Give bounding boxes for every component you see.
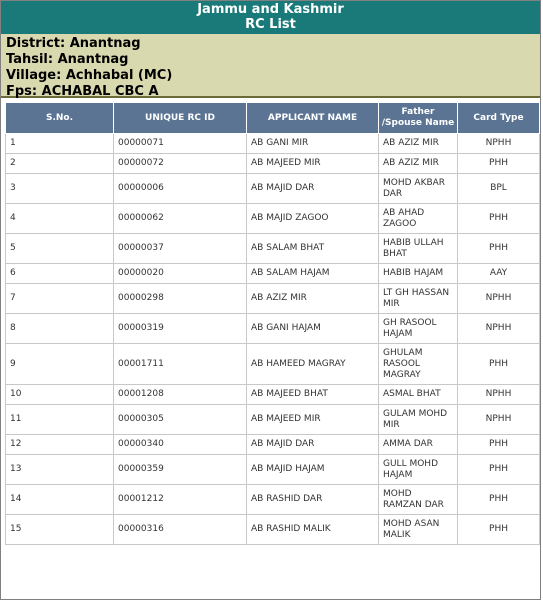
rc-id-cell: 00000305 <box>114 405 247 435</box>
sno-cell: 7 <box>6 284 114 314</box>
father-name-cell: GULL MOHD HAJAM <box>379 455 458 485</box>
sno-cell: 1 <box>6 134 114 154</box>
rc-id-cell: 00001212 <box>114 485 247 515</box>
father-name-cell: HABIB ULLAH BHAT <box>379 234 458 264</box>
father-name-cell: AB AZIZ MIR <box>379 154 458 174</box>
card-type-cell: PHH <box>458 204 540 234</box>
card-type-cell: NPHH <box>458 314 540 344</box>
father-name-cell: MOHD ASAN MALIK <box>379 515 458 545</box>
applicant-name-cell: AB MAJEED BHAT <box>247 385 379 405</box>
rc-id-cell: 00000020 <box>114 264 247 284</box>
rc-table-container <box>5 102 539 545</box>
applicant-name-cell: AB MAJID DAR <box>247 174 379 204</box>
card-type-cell: PHH <box>458 455 540 485</box>
table-row <box>6 405 540 435</box>
table-row <box>6 174 540 204</box>
card-type-cell: BPL <box>458 174 540 204</box>
sno-cell: 9 <box>6 344 114 385</box>
sno-cell: 11 <box>6 405 114 435</box>
card-type-cell: PHH <box>458 234 540 264</box>
applicant-name-cell: AB MAJID ZAGOO <box>247 204 379 234</box>
rc-id-cell: 00000319 <box>114 314 247 344</box>
applicant-name-cell: AB GANI MIR <box>247 134 379 154</box>
rc-id-cell: 00000340 <box>114 435 247 455</box>
table-body <box>6 134 540 545</box>
father-name-cell: LT GH HASSAN MIR <box>379 284 458 314</box>
rc-id-cell: 00000037 <box>114 234 247 264</box>
sno-cell: 5 <box>6 234 114 264</box>
rc-id-cell: 00000316 <box>114 515 247 545</box>
father-name-cell: AB AHAD ZAGOO <box>379 204 458 234</box>
location-info <box>1 34 540 98</box>
rc-id-cell: 00000071 <box>114 134 247 154</box>
rc-table <box>5 102 540 545</box>
father-name-cell: GHULAM RASOOL MAGRAY <box>379 344 458 385</box>
father-name-cell: GH RASOOL HAJAM <box>379 314 458 344</box>
father-name-cell: AMMA DAR <box>379 435 458 455</box>
table-row <box>6 385 540 405</box>
applicant-name-cell: AB MAJEED MIR <box>247 154 379 174</box>
column-header-rc-id: UNIQUE RC ID <box>114 103 247 134</box>
rc-id-cell: 00000298 <box>114 284 247 314</box>
table-row <box>6 204 540 234</box>
table-row <box>6 284 540 314</box>
district-label: District: Anantnag <box>6 36 141 51</box>
table-row <box>6 485 540 515</box>
rc-id-cell: 00000006 <box>114 174 247 204</box>
father-name-cell: HABIB HAJAM <box>379 264 458 284</box>
sno-cell: 6 <box>6 264 114 284</box>
sno-cell: 4 <box>6 204 114 234</box>
column-header-father: Father /Spouse Name <box>379 103 458 134</box>
applicant-name-cell: AB MAJID DAR <box>247 435 379 455</box>
card-type-cell: PHH <box>458 435 540 455</box>
state-title: Jammu and Kashmir <box>197 2 344 17</box>
applicant-name-cell: AB GANI HAJAM <box>247 314 379 344</box>
column-header-card-type: Card Type <box>458 103 540 134</box>
applicant-name-cell: AB HAMEED MAGRAY <box>247 344 379 385</box>
fps-label: Fps: ACHABAL CBC A <box>6 84 159 99</box>
list-title: RC List <box>245 17 296 32</box>
sno-cell: 10 <box>6 385 114 405</box>
table-row <box>6 314 540 344</box>
card-type-cell: NPHH <box>458 385 540 405</box>
table-row <box>6 264 540 284</box>
card-type-cell: PHH <box>458 485 540 515</box>
sno-cell: 15 <box>6 515 114 545</box>
card-type-cell: PHH <box>458 154 540 174</box>
table-row <box>6 134 540 154</box>
village-label: Village: Achhabal (MC) <box>6 68 173 83</box>
column-header-sno: S.No. <box>6 103 114 134</box>
table-row <box>6 515 540 545</box>
card-type-cell: AAY <box>458 264 540 284</box>
table-row <box>6 435 540 455</box>
table-header-row <box>6 103 540 134</box>
rc-id-cell: 00000062 <box>114 204 247 234</box>
rc-id-cell: 00001208 <box>114 385 247 405</box>
applicant-name-cell: AB MAJID HAJAM <box>247 455 379 485</box>
applicant-name-cell: AB MAJEED MIR <box>247 405 379 435</box>
sno-cell: 14 <box>6 485 114 515</box>
rc-id-cell: 00000359 <box>114 455 247 485</box>
card-type-cell: NPHH <box>458 284 540 314</box>
father-name-cell: GULAM MOHD MIR <box>379 405 458 435</box>
card-type-cell: PHH <box>458 344 540 385</box>
card-type-cell: NPHH <box>458 405 540 435</box>
sno-cell: 3 <box>6 174 114 204</box>
applicant-name-cell: AB RASHID MALIK <box>247 515 379 545</box>
tahsil-label: Tahsil: Anantnag <box>6 52 129 67</box>
card-type-cell: PHH <box>458 515 540 545</box>
sno-cell: 8 <box>6 314 114 344</box>
table-row <box>6 234 540 264</box>
table-row <box>6 455 540 485</box>
sno-cell: 12 <box>6 435 114 455</box>
sno-cell: 2 <box>6 154 114 174</box>
applicant-name-cell: AB AZIZ MIR <box>247 284 379 314</box>
page-header <box>1 1 540 34</box>
table-row <box>6 154 540 174</box>
father-name-cell: MOHD RAMZAN DAR <box>379 485 458 515</box>
table-row <box>6 344 540 385</box>
sno-cell: 13 <box>6 455 114 485</box>
rc-id-cell: 00000072 <box>114 154 247 174</box>
rc-id-cell: 00001711 <box>114 344 247 385</box>
applicant-name-cell: AB RASHID DAR <box>247 485 379 515</box>
father-name-cell: AB AZIZ MIR <box>379 134 458 154</box>
father-name-cell: MOHD AKBAR DAR <box>379 174 458 204</box>
applicant-name-cell: AB SALAM BHAT <box>247 234 379 264</box>
card-type-cell: NPHH <box>458 134 540 154</box>
father-name-cell: ASMAL BHAT <box>379 385 458 405</box>
column-header-applicant: APPLICANT NAME <box>247 103 379 134</box>
applicant-name-cell: AB SALAM HAJAM <box>247 264 379 284</box>
